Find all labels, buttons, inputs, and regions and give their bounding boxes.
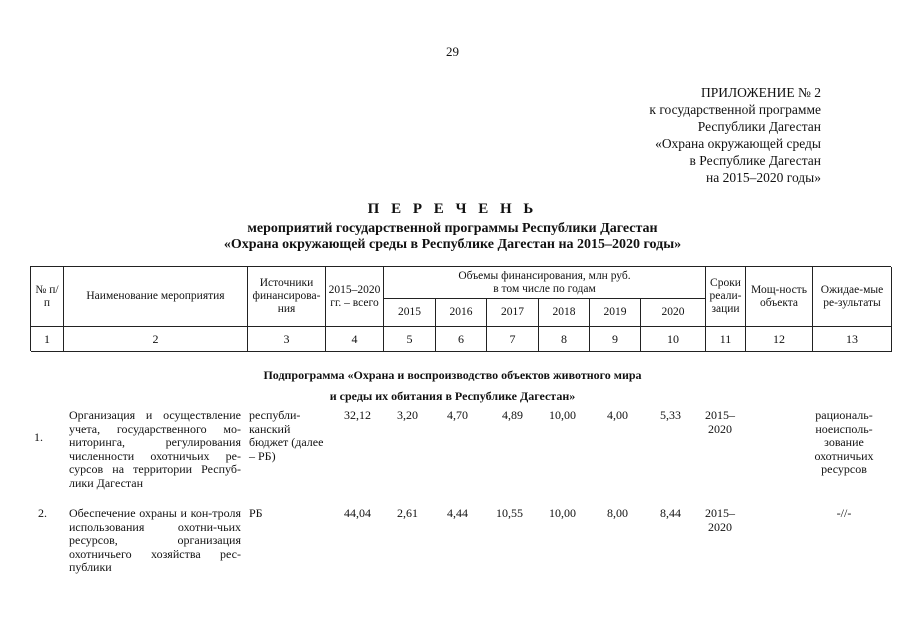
appendix-line: на 2015–2020 годы» [706,170,821,185]
header-year: 2016 [436,299,487,327]
column-number: 8 [539,327,590,352]
row-expected: рациональ-ноеисполь-зование охотничьих ресурсов [814,408,874,476]
row-total: 44,04 [344,506,371,520]
appendix-line: «Охрана окружающей среды [655,136,821,151]
appendix-line: в Республике Дагестан [689,153,821,168]
header-num: № п/п [31,267,64,327]
row-name: Обеспечение охраны и кон-троля использования охотни-чьих ресурсов, организация охотничьего хозяйства рес-публики [69,506,241,574]
row-terms: 2015–2020 [705,408,735,436]
appendix-line: ПРИЛОЖЕНИЕ № 2 [700,85,821,100]
column-number: 1 [31,327,64,352]
header-volumes-label: Объемы финансирования, млн руб. [458,269,631,282]
header-year: 2017 [487,299,539,327]
document-title: П Е Р Е Ч Е Н Ь [367,201,538,217]
row-total: 32,12 [344,408,371,422]
row-name: Организация и осуществление учета, государственного мо-ниторинга, регулирования численности охотничьих ре-сурсов на территории Респуб-лики Дагестан [69,408,241,490]
subprogram-title: и среды их обитания в Республике Дагестан» [329,389,576,403]
row-source: республи-канский бюджет (далее – РБ) [249,408,324,463]
column-number: 6 [436,327,487,352]
column-number: 12 [746,327,813,352]
column-number: 3 [248,327,326,352]
row-number: 2. [38,506,47,520]
appendix-line: к государственной программе [649,102,821,117]
row-value: 4,44 [447,506,468,520]
column-number: 9 [590,327,641,352]
header-year: 2015 [384,299,436,327]
header-terms: Сроки реали-зации [706,267,746,327]
row-number: 1. [34,430,43,444]
header-year: 2020 [641,299,706,327]
column-number: 10 [641,327,706,352]
row-value: 3,20 [397,408,418,422]
page-number: 29 [446,44,459,59]
row-value: 4,70 [447,408,468,422]
header-capacity: Мощ-ность объекта [746,267,813,327]
appendix-block [501,84,821,186]
header-name: Наименование мероприятия [64,267,248,327]
row-value: 2,61 [397,506,418,520]
row-value: 4,89 [502,408,523,422]
column-number: 5 [384,327,436,352]
document-subtitle: мероприятий государственной программы Республики Дагестан [247,221,658,236]
row-value: 10,00 [549,506,576,520]
row-expected: -//- [836,506,852,520]
row-value: 10,00 [549,408,576,422]
header-by-year-label: в том числе по годам [493,282,596,295]
column-number: 7 [487,327,539,352]
column-number: 11 [706,327,746,352]
column-number: 13 [813,327,892,352]
subprogram-title: Подпрограмма «Охрана и воспроизводство объектов животного мира [263,368,642,382]
header-sources: Источники финансирова-ния [248,267,326,327]
row-source: РБ [249,506,263,520]
row-value: 8,00 [607,506,628,520]
header-expected: Ожидае-мые ре-зультаты [813,267,892,327]
row-value: 4,00 [607,408,628,422]
row-value: 5,33 [660,408,681,422]
header-volumes [384,267,706,299]
document-subtitle: «Охрана окружающей среды в Республике Дагестан на 2015–2020 годы» [223,237,682,252]
column-number: 2 [64,327,248,352]
header-total: 2015–2020 гг. – всего [326,267,384,327]
appendix-line: Республики Дагестан [697,119,821,134]
column-number: 4 [326,327,384,352]
header-year: 2019 [590,299,641,327]
row-value: 8,44 [660,506,681,520]
header-year: 2018 [539,299,590,327]
row-terms: 2015–2020 [705,506,735,534]
table-header [30,266,891,351]
row-value: 10,55 [496,506,523,520]
